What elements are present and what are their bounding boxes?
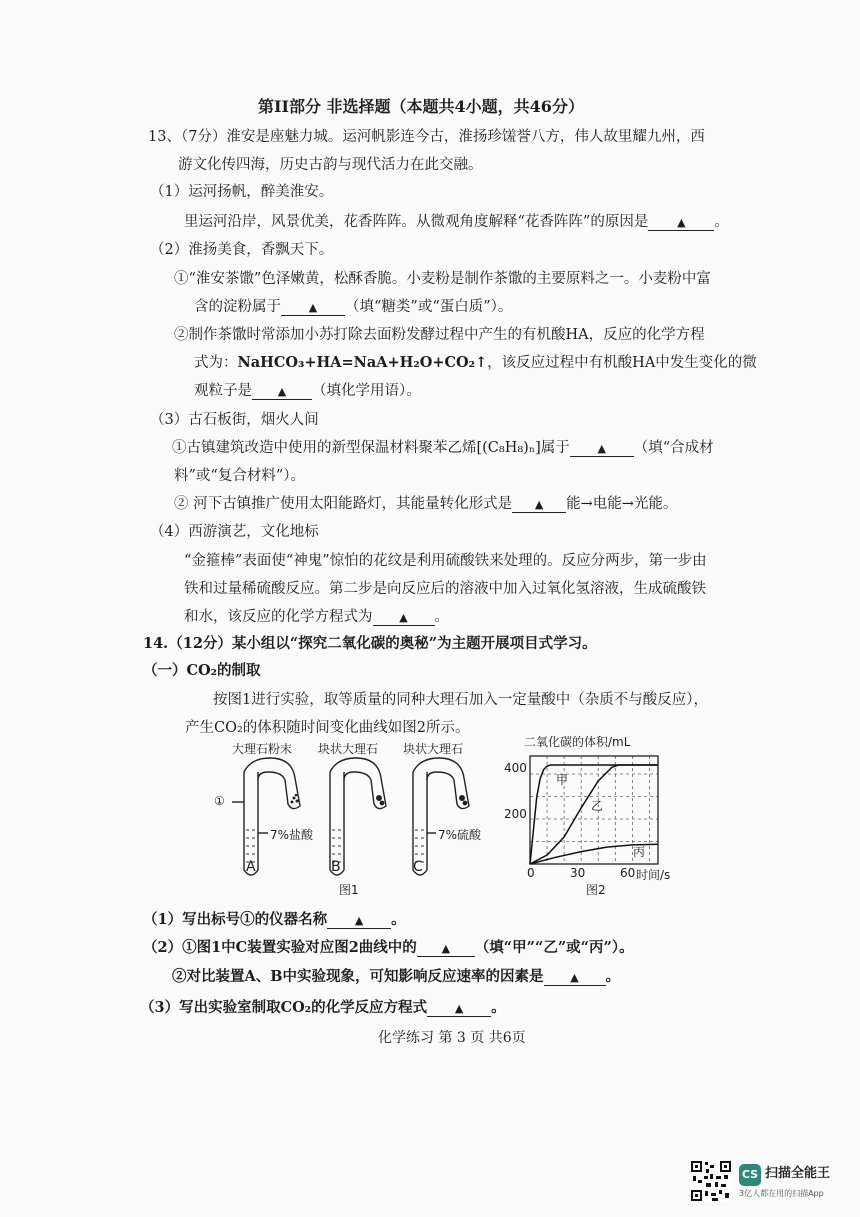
- answer-blank[interactable]: ▲: [648, 216, 714, 231]
- watermark-brand: 扫描全能王: [765, 1166, 831, 1181]
- q13-part4-title: （4）西游演艺，文化地标: [150, 524, 319, 540]
- fig2-xtick-30: 30: [570, 866, 586, 880]
- answer-blank[interactable]: ▲: [373, 611, 435, 626]
- answer-blank[interactable]: ▲: [327, 914, 391, 929]
- fig1-acid-h2so4: 7%硫酸: [438, 828, 482, 842]
- fig1-caption: 图1: [339, 883, 359, 897]
- fig2-curve-jia: 甲: [556, 773, 569, 787]
- fig1-label-lump-b: 块状大理石: [318, 742, 379, 756]
- q13-part2-1b: 含的淀粉属于 ▲ （填“糖类”或“蛋白质”）。: [194, 299, 513, 315]
- q14-head: 14.（12分）某小组以“探究二氧化碳的奥秘”为主题开展项目式学习。: [143, 635, 597, 652]
- qr-code-icon: [690, 1160, 732, 1202]
- fig2-ytick-400: 400: [504, 761, 527, 775]
- q13-part2-2c: 观粒子是 ▲ （填化学用语）。: [194, 383, 421, 399]
- q13-part1-title: （1）运河扬帆，醉美淮安。: [150, 184, 334, 200]
- q13-part3-title: （3）古石板街，烟火人间: [150, 412, 319, 428]
- q13-part3-2: ② 河下古镇推广使用太阳能路灯，其能量转化形式是 ▲ 能→电能→光能。: [174, 496, 678, 512]
- answer-blank[interactable]: ▲: [512, 498, 566, 513]
- fig2-xtick-60: 60: [620, 866, 636, 880]
- q13-head2: 游文化传四海，历史古韵与现代活力在此交融。: [178, 157, 483, 173]
- section-title: 第II部分 非选择题（本题共4小题，共46分）: [258, 97, 584, 116]
- q13-part3-1b: 料”或“复合材料”）。: [174, 468, 305, 484]
- q14-s1: （1）写出标号①的仪器名称 ▲ 。: [143, 911, 406, 928]
- fig1-tube-c: C: [413, 859, 423, 875]
- q14-s3: （3）写出实验室制取CO₂的化学反应方程式 ▲ 。: [140, 999, 506, 1016]
- answer-blank[interactable]: ▲: [417, 942, 475, 957]
- q13-head: 13、（7分）淮安是座魅力城。运河帆影连今古，淮扬珍馐誉八方，伟人故里耀九州，西: [148, 129, 705, 145]
- answer-blank[interactable]: ▲: [281, 301, 345, 316]
- fig2-xlabel: 时间/s: [636, 868, 671, 882]
- q13-part2-2b: 式为：NaHCO₃+HA=NaA+H₂O+CO₂↑，该反应过程中有机酸HA中发生变化的微: [194, 354, 757, 371]
- q13-part2-1a: ①“淮安茶馓”色泽嫩黄，松酥香脆。小麦粉是制作茶馓的主要原料之一。小麦粉中富: [174, 271, 711, 287]
- q14-s2b: ②对比装置A、B中实验现象，可知影响反应速率的因素是 ▲ 。: [172, 968, 621, 985]
- q14-intro-a: 按图1进行实验，取等质量的同种大理石加入一定量酸中（杂质不与酸反应），: [213, 692, 708, 708]
- fig2-ylabel: 二氧化碳的体积/mL: [524, 735, 631, 749]
- fig1-tube-a: A: [246, 859, 256, 875]
- q13-part4-a: “金箍棒”表面使“神鬼”惊怕的花纹是利用硫酸铁来处理的。反应分两步，第一步由: [184, 553, 707, 569]
- page-footer: 化学练习 第 3 页 共6页: [378, 1030, 526, 1046]
- q13-part2-2a: ②制作茶馓时常添加小苏打除去面粉发酵过程中产生的有机酸HA，反应的化学方程: [174, 327, 705, 343]
- answer-blank[interactable]: ▲: [252, 385, 312, 400]
- q13-part4-c: 和水，该反应的化学方程式为 ▲ 。: [184, 609, 449, 625]
- q13-part4-b: 铁和过量稀硫酸反应。第二步是向反应后的溶液中加入过氧化氢溶液，生成硫酸铁: [184, 581, 706, 597]
- fig1-acid-hcl: 7%盐酸: [270, 828, 314, 842]
- q14-s2a: （2）①图1中C装置实验对应图2曲线中的 ▲ （填“甲”“乙”或“丙”）。: [143, 939, 634, 956]
- q13-part3-1a: ①古镇建筑改造中使用的新型保温材料聚苯乙烯[(C₈H₈)ₙ]属于 ▲ （填“合成材: [172, 440, 714, 456]
- fig1-tube-b: B: [331, 859, 341, 875]
- fig1-label-powder: 大理石粉末: [232, 742, 293, 756]
- q14-part1-title: （一）CO₂的制取: [143, 662, 261, 679]
- fig2-ytick-200: 200: [504, 807, 527, 821]
- q13-part1-text: 里运河沿岸，风景优美，花香阵阵。从微观角度解释“花香阵阵”的原因是 ▲ 。: [184, 214, 729, 230]
- answer-blank[interactable]: ▲: [570, 442, 634, 457]
- q14-intro-b: 产生CO₂的体积随时间变化曲线如图2所示。: [185, 720, 470, 736]
- fig2-caption: 图2: [586, 883, 606, 897]
- fig2-curve-yi: 乙: [591, 799, 604, 813]
- fig1-marker: ①: [214, 794, 225, 808]
- answer-blank[interactable]: ▲: [544, 971, 606, 986]
- figure-1-apparatus: [200, 740, 510, 900]
- q13-part2-title: （2）淮扬美食，香飘天下。: [150, 242, 334, 258]
- fig2-curve-bing: 丙: [633, 845, 646, 859]
- watermark-sub: 3亿人都在用的扫描App: [739, 1189, 824, 1198]
- answer-blank[interactable]: ▲: [427, 1002, 491, 1017]
- camscanner-logo: CS: [739, 1164, 761, 1186]
- fig2-xtick-0: 0: [527, 866, 535, 880]
- fig1-label-lump-c: 块状大理石: [403, 742, 464, 756]
